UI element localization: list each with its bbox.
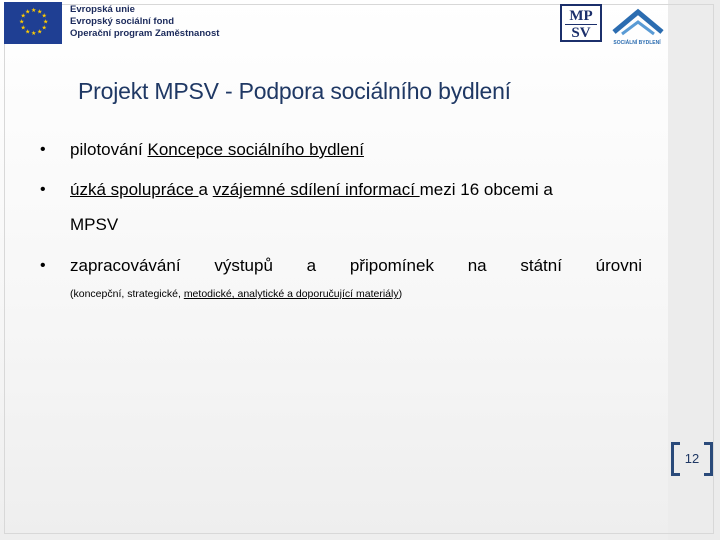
bullet-2-part-b: a [198, 180, 213, 199]
eu-logo [4, 2, 219, 44]
bullet-2-marker: • [40, 181, 46, 198]
bullet-3-word: na [467, 256, 487, 275]
bullet-2-part-a: úzká spolupráce [70, 180, 199, 199]
slide-title: Projekt MPSV - Podpora sociálního bydlení [78, 78, 511, 104]
svg-text:★: ★ [31, 7, 37, 14]
bullet-1-marker: • [40, 141, 46, 158]
bullet-3-word: státní [520, 256, 562, 275]
bullet-2-continuation: MPSV [70, 215, 119, 234]
eu-line-3: Operační program Zaměstnanost [70, 28, 220, 39]
bullet-3-word: úrovni [595, 256, 642, 275]
svg-text:★: ★ [43, 18, 49, 26]
page-number: 12 [684, 451, 700, 466]
svg-text:★: ★ [41, 12, 47, 20]
eu-line-2: Evropský sociální fond [70, 16, 174, 27]
note-part-a: (koncepční, strategické, [70, 288, 184, 300]
note-part-c: ) [398, 288, 403, 300]
bullet-2-part-d: mezi 16 obcemi a [419, 180, 553, 199]
svg-text:★: ★ [25, 28, 31, 36]
svg-text:★: ★ [20, 24, 26, 32]
svg-text:★: ★ [20, 12, 26, 20]
svg-text:★: ★ [31, 30, 37, 37]
bullet-1-link: Koncepce sociálního bydlení [147, 140, 364, 159]
bullet-1-part-a: pilotování [70, 140, 148, 159]
eu-line-1: Evropská unie [70, 4, 135, 15]
note-part-b: metodické, analytické a doporučující materiály [183, 288, 399, 300]
bullet-3-marker: • [40, 257, 46, 274]
mpsv-logo-line-1: MP [569, 8, 593, 24]
mpsv-logo-line-2: SV [565, 24, 597, 41]
svg-text:★: ★ [19, 18, 25, 26]
bullet-2-text [70, 180, 553, 200]
bullet-3-word: a [306, 256, 317, 275]
eu-flag-icon [4, 2, 62, 44]
svg-text:★: ★ [41, 24, 47, 32]
bullet-3-word: zapracovávání [70, 256, 181, 275]
bullet-2-part-c: vzájemné sdílení informací [212, 180, 420, 199]
svg-text:★: ★ [25, 8, 31, 16]
bullet-1-text [70, 140, 364, 160]
mpsv-logo [560, 4, 602, 42]
bullet-3-word: připomínek [349, 256, 434, 275]
svg-text:★: ★ [37, 8, 43, 16]
svg-text:★: ★ [37, 28, 43, 36]
bullet-3-word: výstupů [214, 256, 273, 275]
bullet-3-note [70, 288, 402, 300]
bullet-3-text [70, 256, 642, 276]
eu-logo-text [70, 4, 219, 40]
house-logo-caption: SOCIÁLNÍ BYDLENÍ [613, 40, 661, 46]
